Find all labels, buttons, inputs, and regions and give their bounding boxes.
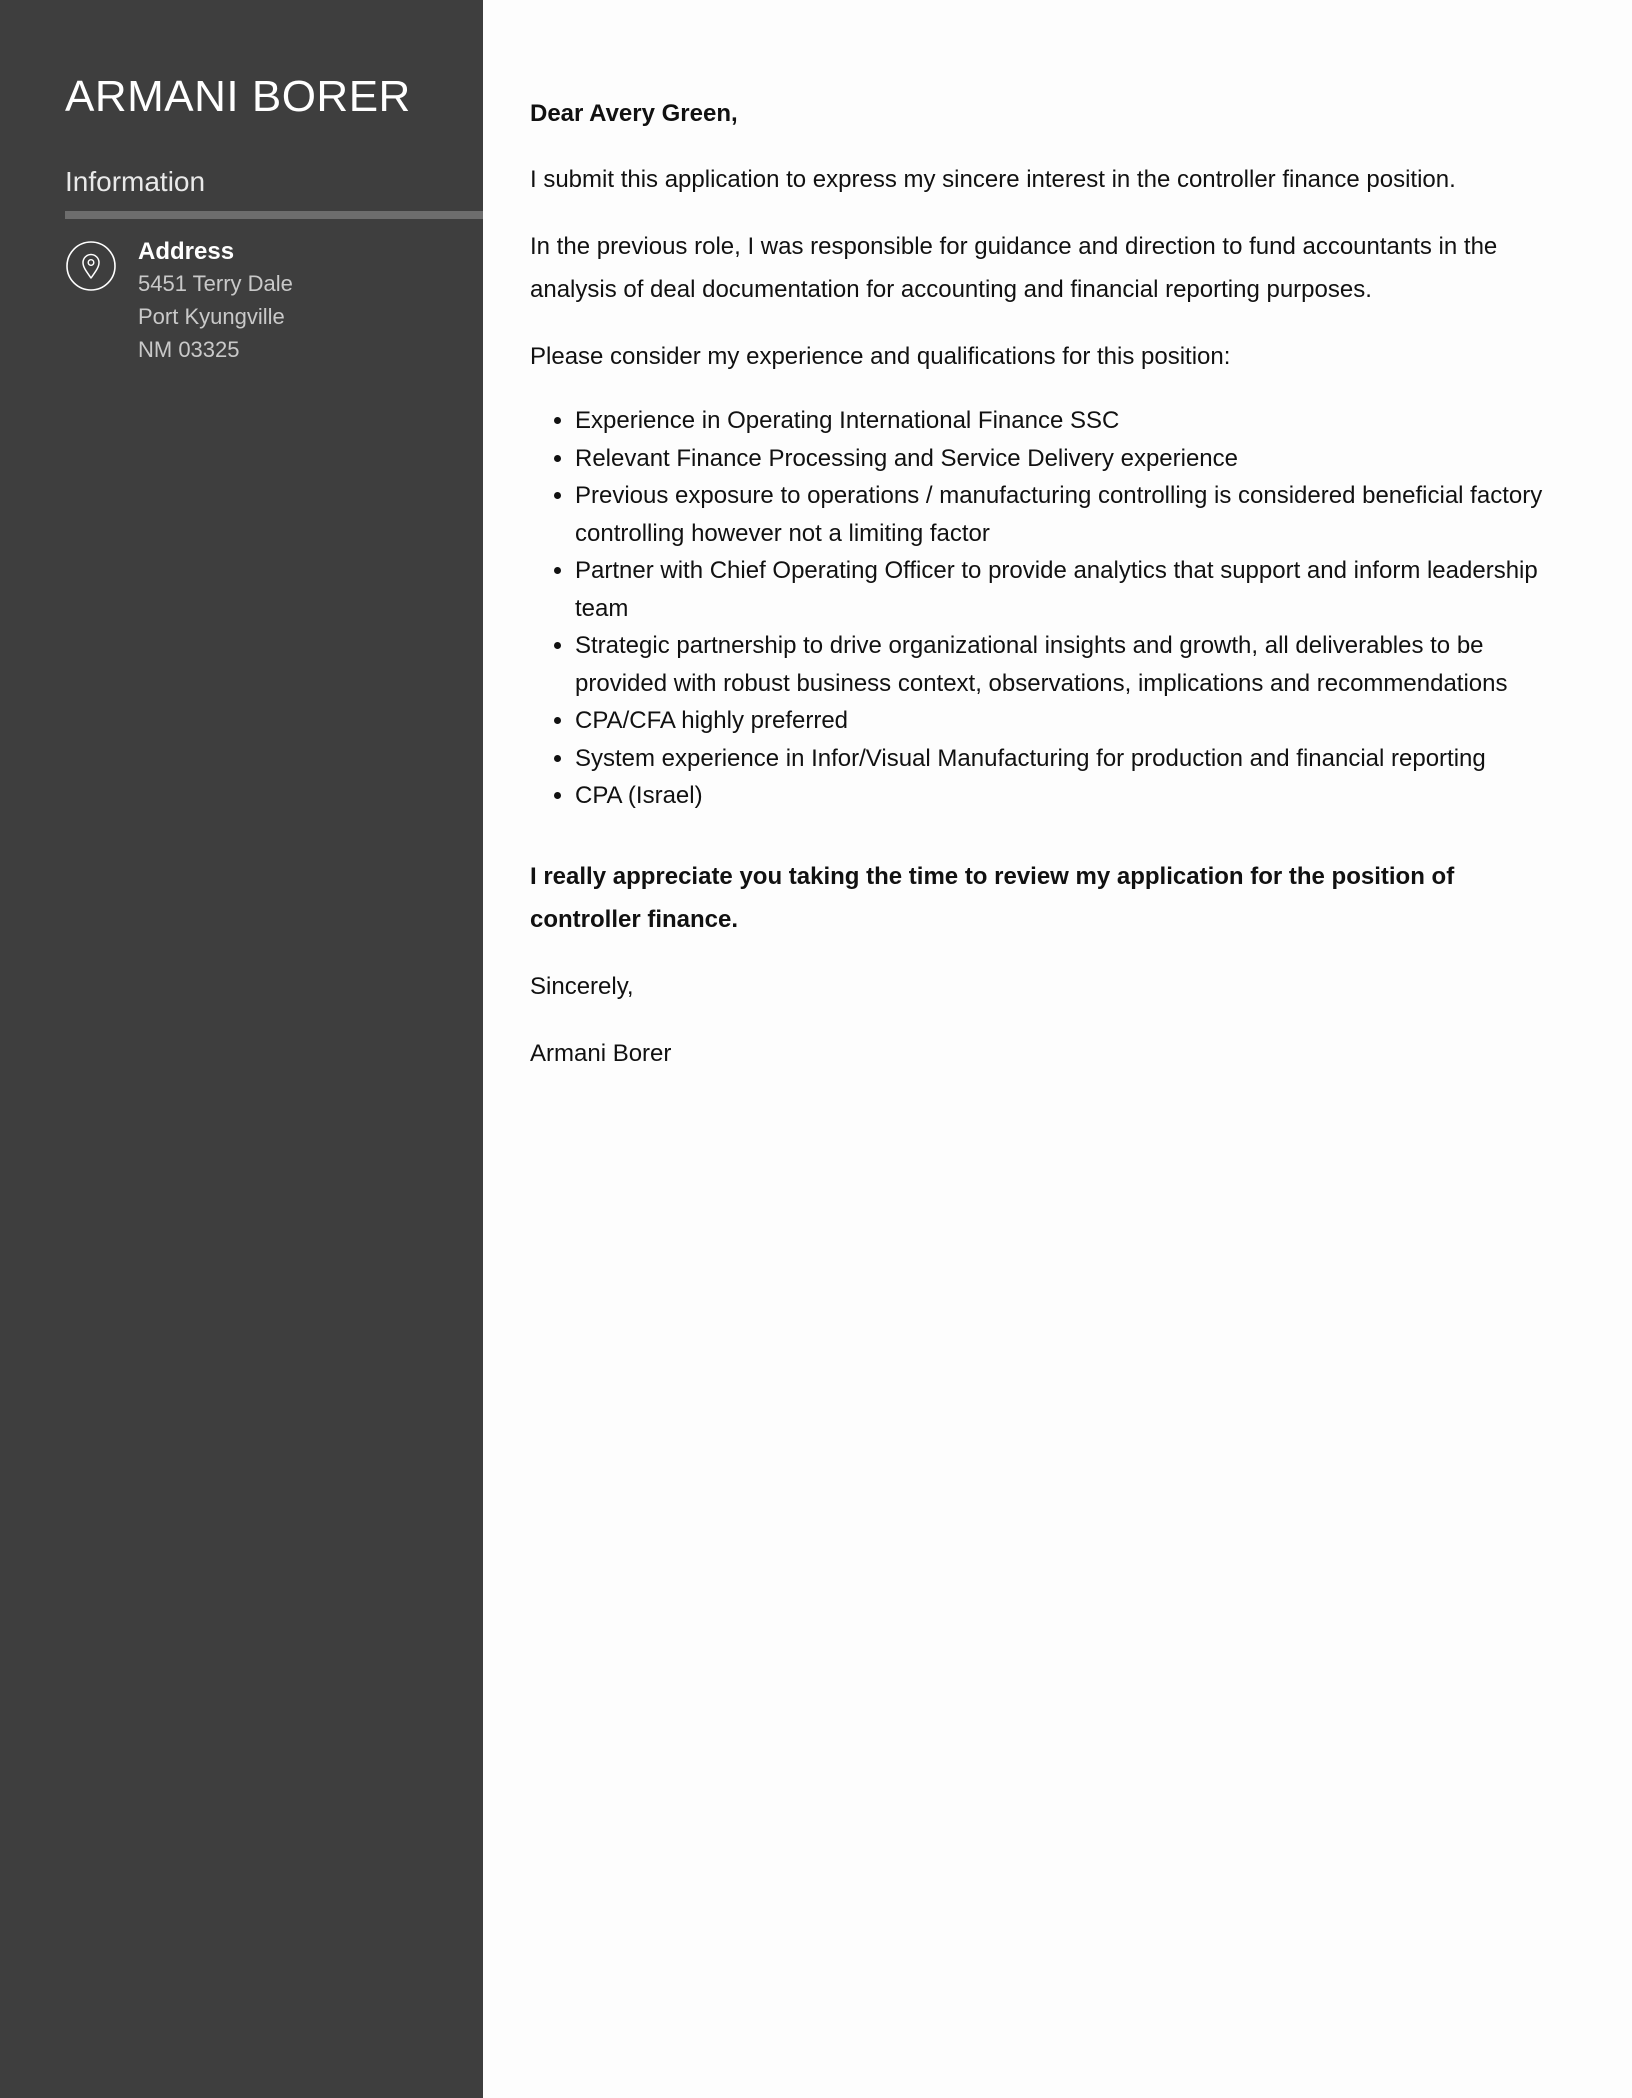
qualifications-list xyxy=(530,402,1560,815)
salutation: Dear Avery Green, xyxy=(530,100,738,127)
qualifications-intro: Please consider my experience and qualifications for this position: xyxy=(530,343,1231,370)
applicant-name: ARMANI BORER xyxy=(65,72,411,121)
experience-paragraph: In the previous role, I was responsible for guidance and direction to fund accountants in the analysis of deal documentation for accounting and financial reporting purposes. xyxy=(530,233,1498,303)
intro-paragraph: I submit this application to express my sincere interest in the controller finance position. xyxy=(530,166,1456,193)
address-line-city: Port Kyungville xyxy=(138,304,285,329)
section-divider xyxy=(65,211,483,219)
signature: Armani Borer xyxy=(530,1039,672,1067)
list-item: • Experience in Operating International Finance SSC xyxy=(575,402,1560,440)
closing-paragraph: I really appreciate you taking the time to review my application for the position of controller finance. xyxy=(530,862,1455,933)
signoff: Sincerely, xyxy=(530,972,634,1000)
list-item: • Previous exposure to operations / manufacturing controlling is considered beneficial factory controlling however not a limiting factor xyxy=(575,477,1560,552)
list-item: • Partner with Chief Operating Officer to provide analytics that support and inform leadership team xyxy=(575,552,1560,627)
information-heading: Information xyxy=(65,166,206,197)
sidebar xyxy=(0,0,483,2098)
address-line-state-zip: NM 03325 xyxy=(138,337,240,362)
address-line-street: 5451 Terry Dale xyxy=(138,271,293,296)
list-item: • Relevant Finance Processing and Service Delivery experience xyxy=(575,440,1560,478)
list-item: • System experience in Infor/Visual Manufacturing for production and financial reporting xyxy=(575,740,1560,778)
address-label: Address xyxy=(138,238,235,265)
list-item: • CPA (Israel) xyxy=(575,777,1560,815)
cover-letter-body xyxy=(530,92,1560,1099)
list-item: • CPA/CFA highly preferred xyxy=(575,702,1560,740)
location-pin-icon xyxy=(65,240,117,292)
list-item: • Strategic partnership to drive organizational insights and growth, all deliverables to be provided with robust business context, observations, implications and recommendations xyxy=(575,627,1560,702)
